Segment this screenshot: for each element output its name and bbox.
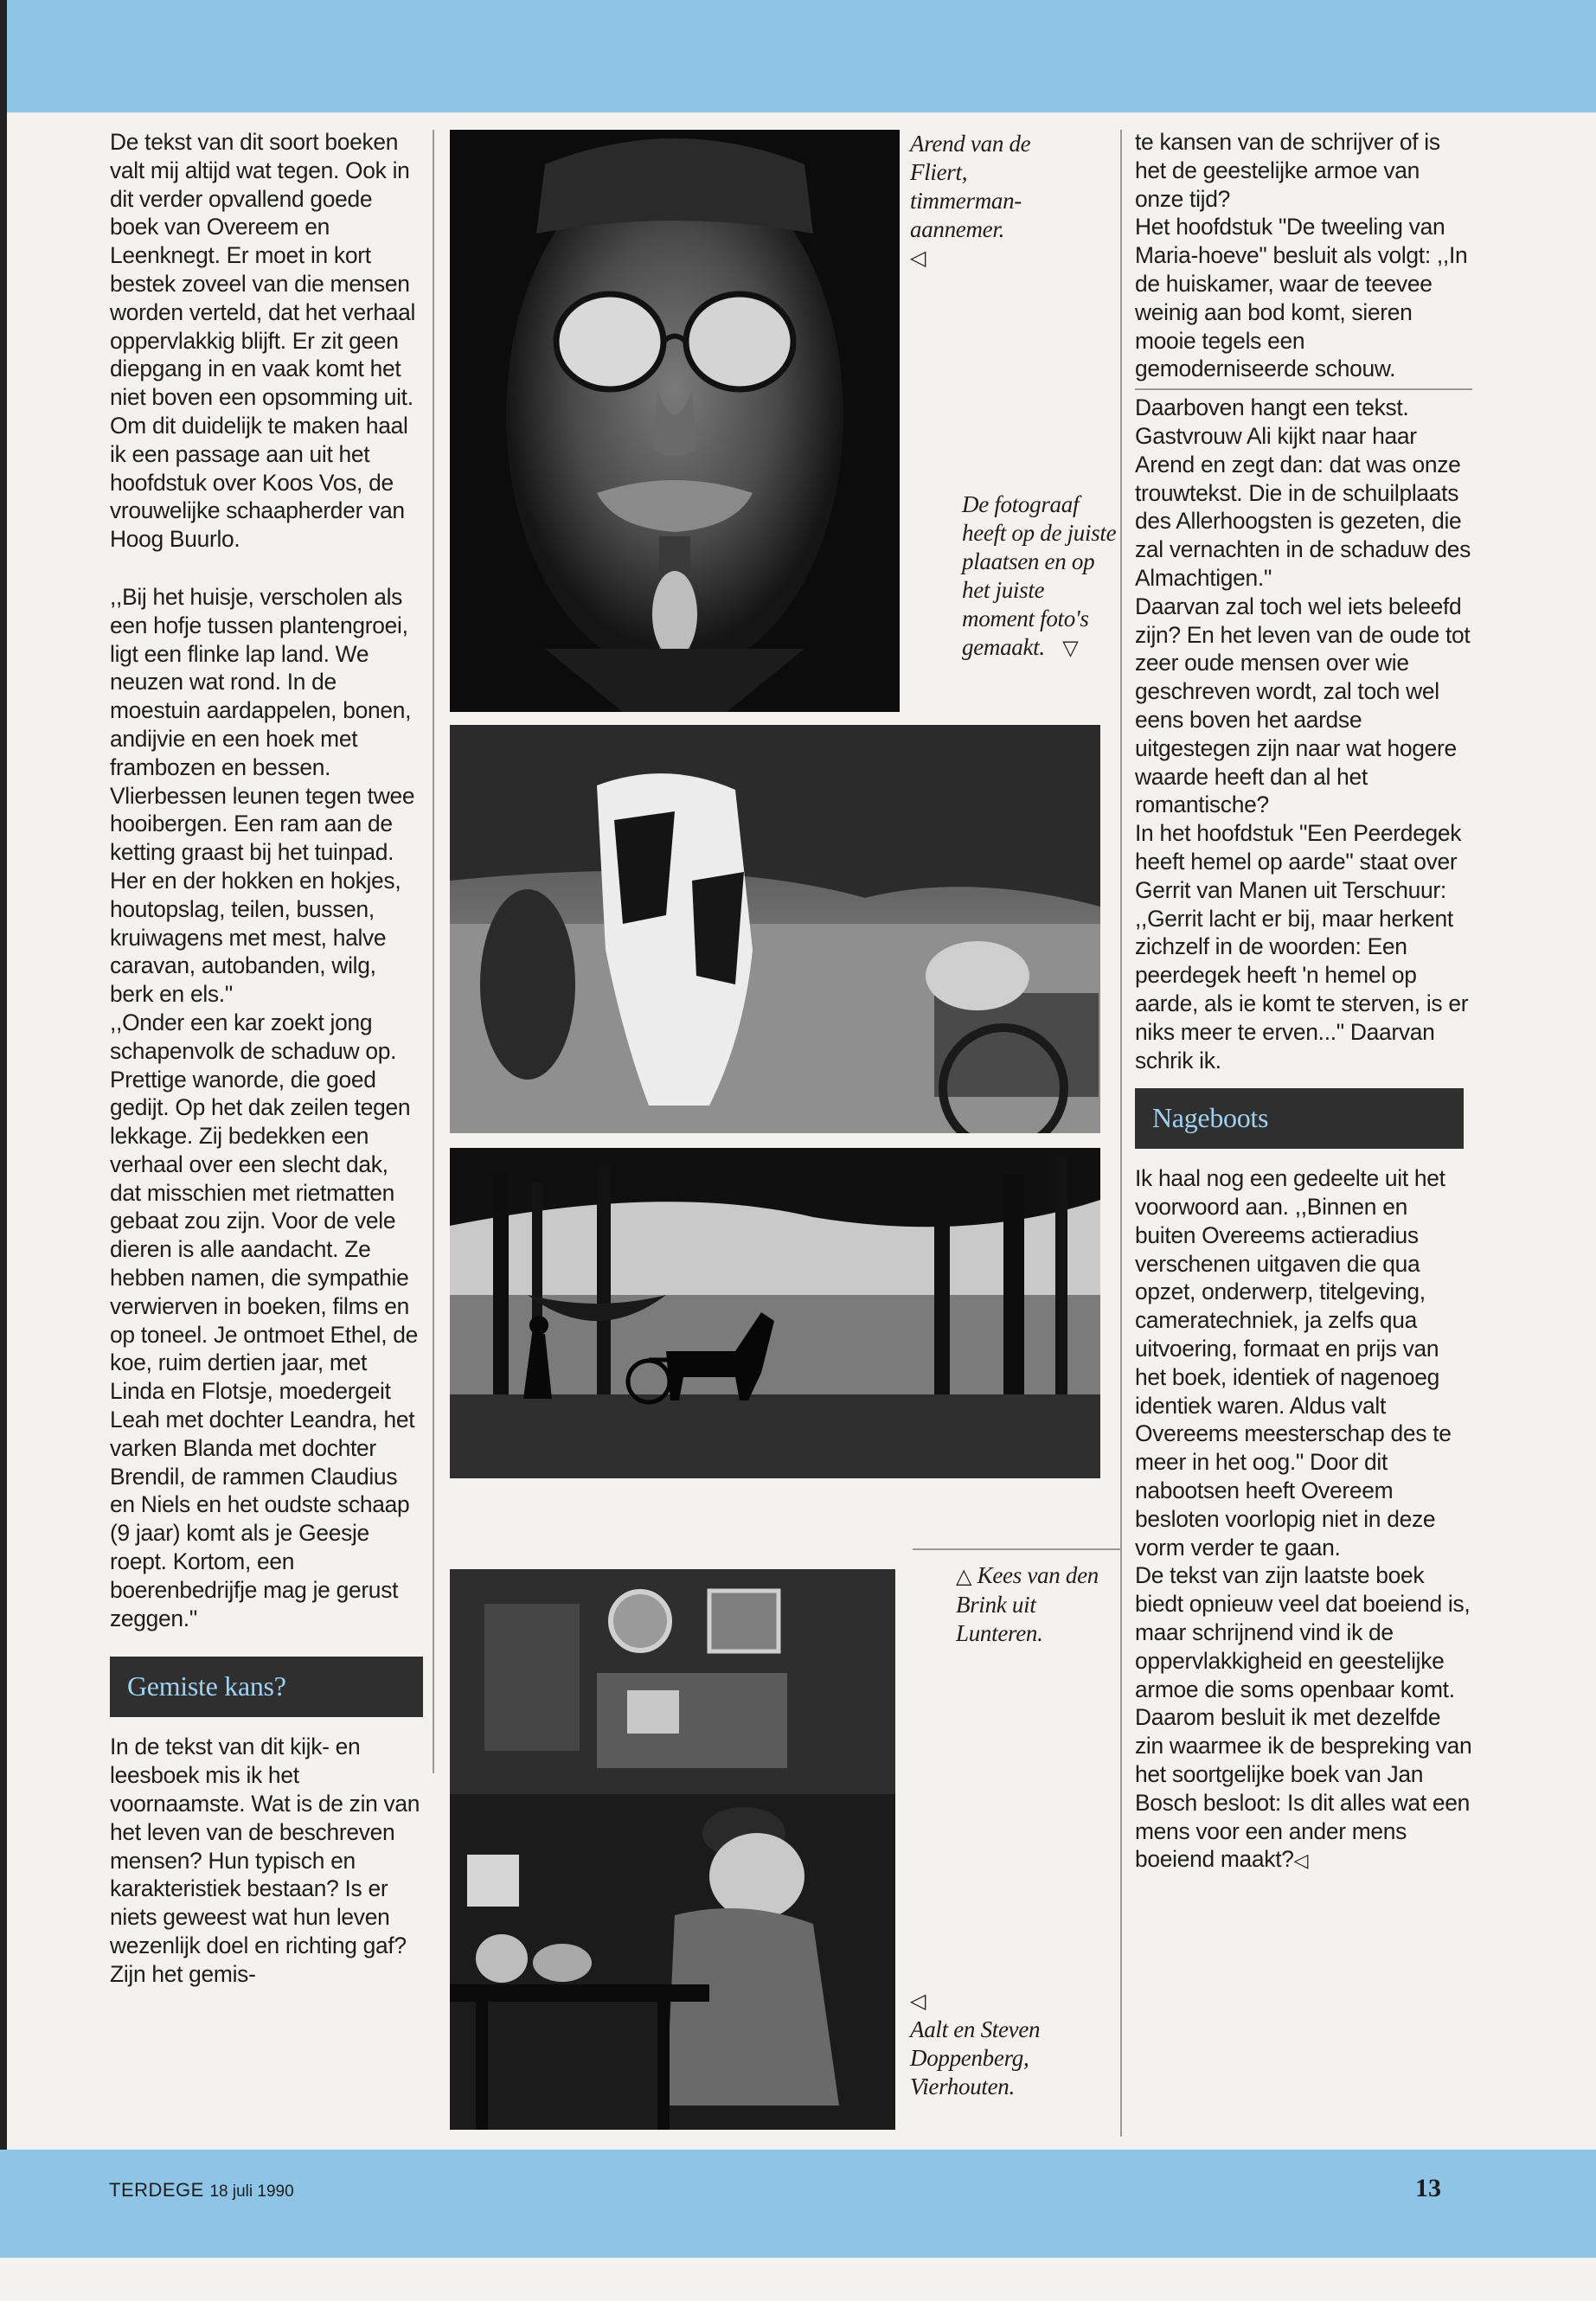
photo-interior-doppenberg	[450, 1569, 895, 2130]
top-color-band	[0, 0, 1596, 112]
caption-arend	[910, 130, 1040, 272]
caption-rule-kees	[913, 1548, 1120, 1550]
right-text-column	[1135, 128, 1472, 1876]
caption-arend-text: Arend van de Fliert, timmerman-aannemer.	[910, 131, 1031, 242]
right-paragraph-2: Het hoofdstuk "De tweeling van Maria-hoeve" besluit als volgt: ,,In de huiskamer, waar de teevee weinig aan bod komt, sieren mooie tegels een gemoderniseerde schouw.	[1135, 214, 1468, 382]
footer-date: 18 juli 1990	[209, 2182, 294, 2201]
photo-horse-silhouette	[450, 1148, 1100, 1478]
subheading-nagebootst: Nageboots	[1135, 1088, 1464, 1149]
column-rule-right	[1120, 130, 1122, 2137]
paragraph-rule	[1135, 388, 1472, 390]
column-rule-left	[433, 130, 434, 1773]
right-paragraph-7-text: De tekst van zijn laatste boek biedt opnieuw veel dat boeiend is, maar schrijnend vind ik de oppervlakkigheid en geestelijke armoe die soms openbaar komt. Daarom besluit ik met dezelfde zin waarmee ik de bespreking van het soortgelijke boek van Jan Bosch besloot: Is dit alles wat een mens voor een ander mens boeiend maakt?	[1135, 1562, 1472, 1873]
caption-aalt-arrow: ◁	[910, 1989, 926, 2013]
caption-fotograaf	[962, 490, 1118, 663]
left-paragraph-2: ,,Bij het huisje, verscholen als een hofje tussen plantengroei, ligt een flinke lap land. We neuzen wat rond. In de moestuin aardappelen, bonen, andijvie en een hoek met frambozen en bessen. Vlierbessen leunen tegen twee hooibergen. Een ram aan de ketting graast bij het tuinpad. Her en der hokken en hokjes, houtopslag, teilen, bussen, kruiwagens met mest, halve caravan, autobanden, wilg, berk en els."	[110, 583, 415, 1008]
photo-cow-field	[450, 725, 1100, 1133]
caption-fotograaf-text: De fotograaf heeft op de juiste plaatsen en op het juiste moment foto's gemaakt.	[962, 491, 1117, 660]
end-mark: ◁	[1293, 1850, 1309, 1873]
subheading-gemiste-kans: Gemiste kans?	[110, 1657, 423, 1717]
bottom-edge	[0, 2258, 1596, 2301]
caption-kees-text: Kees van den Brink uit Lunteren.	[956, 1562, 1099, 1646]
caption-fotograaf-arrow: ▽	[1062, 636, 1079, 660]
scan-edge	[0, 0, 7, 2301]
photo-arend-portrait	[450, 130, 900, 712]
page-number: 13	[1415, 2174, 1441, 2202]
caption-kees	[956, 1561, 1112, 1648]
left-text-column	[110, 128, 423, 1989]
left-paragraph-4: In de tekst van dit kijk- en leesboek mis ik het voornaamste. Wat is de zin van het leven van de beschreven mensen? Hun typisch en karakteristiek bestaan? Is er niets geweest wat hun leven wezenlijk doel en richting gaf? Zijn het gemis-	[110, 1734, 420, 1987]
caption-kees-arrow: △	[956, 1564, 972, 1588]
bottom-color-band	[0, 2150, 1596, 2258]
right-paragraph-3: Daarboven hangt een tekst. Gastvrouw Ali kijkt naar haar Arend en zegt dan: dat was onze trouwtekst. Die in de schuilplaats des Allerhoogsten is gezeten, die zal vernachten in de schaduw des Almachtigen."	[1135, 394, 1471, 591]
right-paragraph-6: Ik haal nog een gedeelte uit het voorwoord aan. ,,Binnen en buiten Overeems actieradius verschenen uitgaven die qua opzet, onderwerp, titelgeving, cameratechniek, ja zelfs qua uitvoering, formaat en prijs van het boek, identiek of nagenoeg identiek waren. Aldus valt Overeems meesterschap des te meer in het oog." Door dit nabootsen heeft Overeem besloten voorlopig niet in deze vorm verder te gaan.	[1135, 1165, 1452, 1561]
left-paragraph-1: De tekst van dit soort boeken valt mij altijd wat tegen. Ook in dit verder opvallend goede boek van Overeem en Leenknegt. Er moet in kort bestek zoveel van die mensen worden verteld, dat het verhaal oppervlakkig blijft. Er zit geen diepgang in en vaak komt het niet boven een opsomming uit. Om dit duidelijk te maken haal ik een passage aan uit het hoofdstuk over Koos Vos, de vrouwelijke schaapherder van Hoog Buurlo.	[110, 129, 416, 553]
footer-publication	[109, 2179, 294, 2203]
footer-publication-name: TERDEGE	[109, 2179, 204, 2201]
caption-aalt-text: Aalt en Steven Doppenberg, Vierhouten.	[910, 2016, 1041, 2099]
right-paragraph-1: te kansen van de schrijver of is het de geestelijke armoe van onze tijd?	[1135, 129, 1440, 212]
right-paragraph-7	[1135, 1561, 1472, 1876]
caption-arend-arrow: ◁	[910, 246, 926, 270]
right-paragraph-5: In het hoofdstuk "Een Peerdegek heeft hemel op aarde" staat over Gerrit van Manen uit Terschuur: ,,Gerrit lacht er bij, maar herkent zichzelf in de woorden: Een peerdegek heeft 'n hemel op aarde, als ie komt te sterven, is er niks meer te erven..." Daarvan schrik ik.	[1135, 820, 1469, 1074]
caption-aalt	[910, 1987, 1066, 2101]
right-paragraph-4: Daarvan zal toch wel iets beleefd zijn? En het leven van de oude tot zeer oude mensen over wie geschreven wordt, zal toch wel eens boven het aardse uitgestegen zijn naar wat hogere waarde heeft dan al het romantische?	[1135, 593, 1471, 818]
left-paragraph-3: ,,Onder een kar zoekt jong schapenvolk de schaduw op. Prettige wanorde, die goed gedijt. Op het dak zeilen tegen lekkage. Zij bedekken een verhaal over een slecht dak, dat misschien met rietmatten gebaat zou zijn. Voor de vele dieren is alle aandacht. Ze hebben namen, die sympathie verwierven in boeken, films en op toneel. Je ontmoet Ethel, de koe, ruim dertien jaar, met Linda en Flotsje, moedergeit Leah met dochter Leandra, het varken Blanda met dochter Brendil, de rammen Claudius en Niels en het oudste schaap (9 jaar) komt als je Geesje roept. Kortom, een boerenbedrijfje mag je gerust zeggen."	[110, 1009, 419, 1631]
